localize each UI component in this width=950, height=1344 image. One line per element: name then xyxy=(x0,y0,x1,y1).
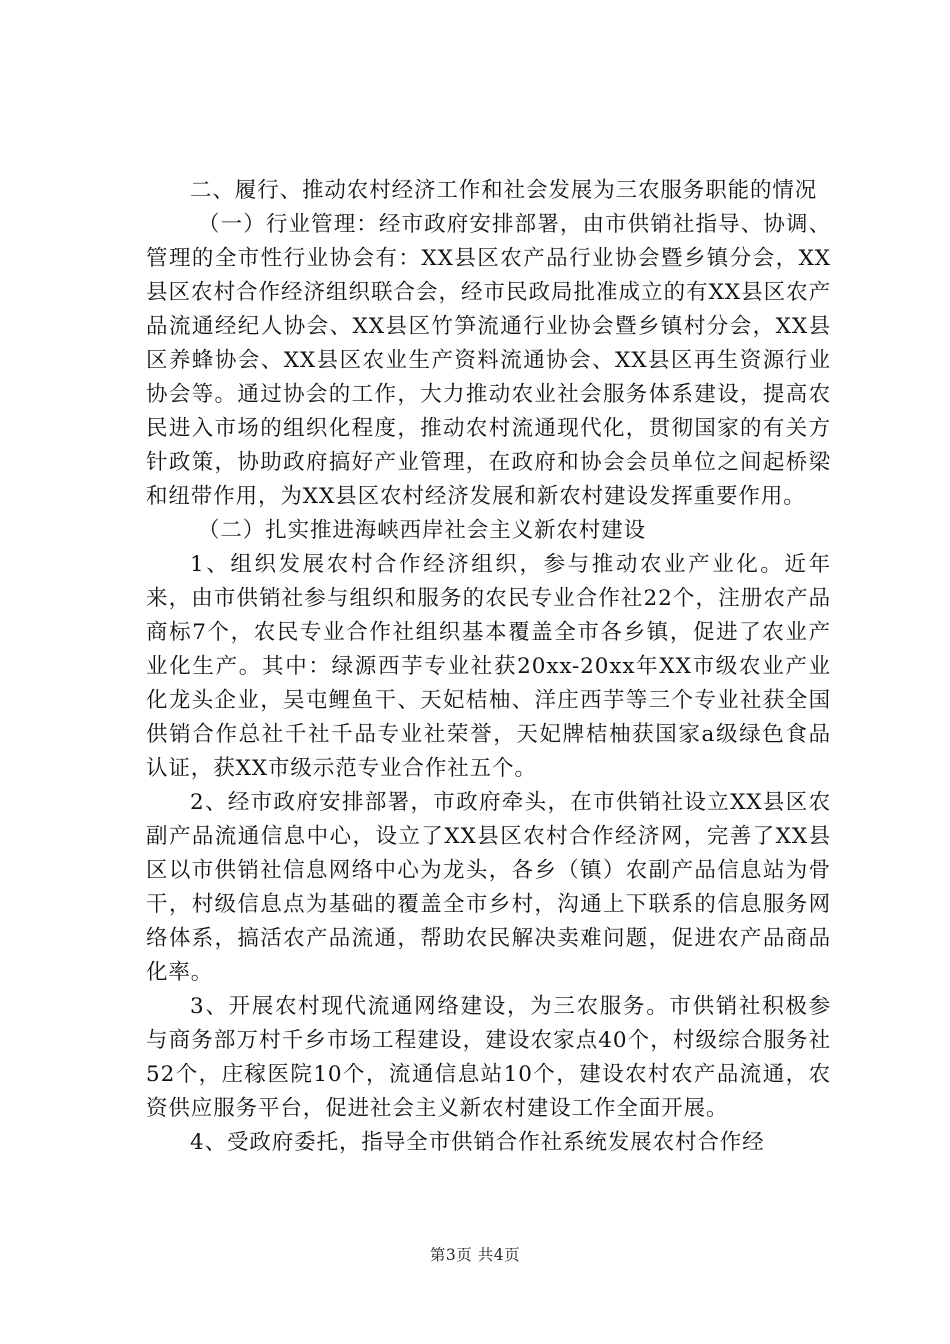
paragraph-item-1: 1、组织发展农村合作经济组织，参与推动农业产业化。近年来，由市供销社参与组织和服务的农民专业合作社22个，注册农产品商标7个，农民专业合作社组织基本覆盖全市各乡镇，促进了农业产业化生产。其中：绿源西芋专业社获20xx-20xx年XX市级农业产业化龙头企业，吴屯鲤鱼干、天妃桔柚、洋庄西芋等三个专业社获全国供销合作总社千社千品专业社荣誉，天妃牌桔柚获国家a级绿色食品认证，获XX市级示范专业合作社五个。 xyxy=(146,552,831,781)
paragraph-item-3: 3、开展农村现代流通网络建设，为三农服务。市供销社积极参与商务部万村千乡市场工程建设，建设农家点40个，村级综合服务社52个，庄稼医院10个，流通信息站10个，建设农村农产品流通，农资供应服务平台，促进社会主义新农村建设工作全面开展。 xyxy=(146,994,831,1121)
paragraph-item-2: 2、经市政府安排部署，市政府牵头，在市供销社设立XX县区农副产品流通信息中心，设立了XX县区农村合作经济网，完善了XX县区以市供销社信息网络中心为龙头，各乡（镇）农副产品信息站为骨干，村级信息点为基础的覆盖全市乡村，沟通上下联系的信息服务网络体系，搞活农产品流通，帮助农民解决卖难问题，促进农产品商品化率。 xyxy=(146,790,831,985)
section-heading-two: 二、履行、推动农村经济工作和社会发展为三农服务职能的情况 xyxy=(190,178,818,203)
subheading-new-countryside: （二）扎实推进海峡西岸社会主义新农村建设 xyxy=(198,518,647,543)
page-footer: 第3页 共4页 xyxy=(429,1246,521,1264)
document-body xyxy=(146,174,831,1160)
paragraph-industry-management: （一）行业管理：经市政府安排部署，由市供销社指导、协调、管理的全市性行业协会有：XX县区农产品行业协会暨乡镇分会，XX县区农村合作经济组织联合会，经市民政局批准成立的有XX县区农产品流通经纪人协会、XX县区竹笋流通行业协会暨乡镇村分会，XX县区养蜂协会、XX县区农业生产资料流通协会、XX县区再生资源行业协会等。通过协会的工作，大力推动农业社会服务体系建设，提高农民进入市场的组织化程度，推动农村流通现代化，贯彻国家的有关方针政策，协助政府搞好产业管理，在政府和协会会员单位之间起桥梁和纽带作用，为XX县区农村经济发展和新农村建设发挥重要作用。 xyxy=(146,212,831,509)
paragraph-item-4: 4、受政府委托，指导全市供销合作社系统发展农村合作经 xyxy=(190,1130,765,1155)
